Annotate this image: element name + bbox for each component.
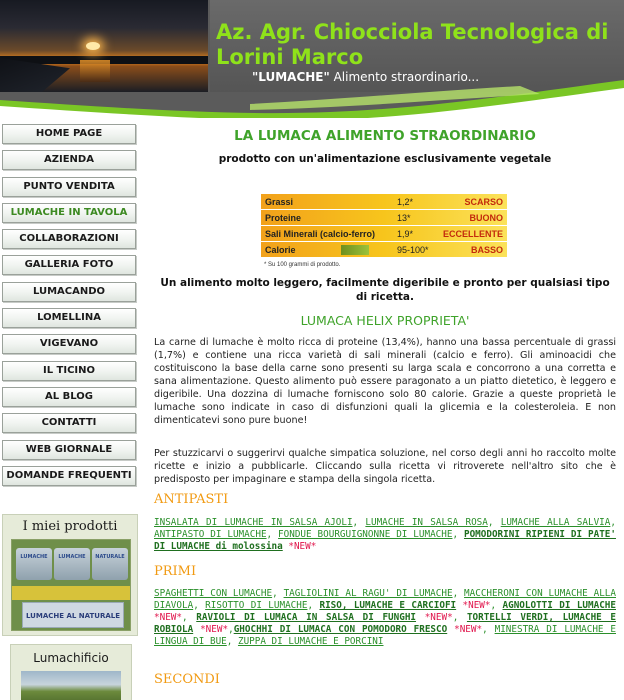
header-sunset-photo: [0, 0, 208, 92]
new-badge: *NEW*: [424, 612, 453, 623]
new-badge: *NEW*: [288, 541, 317, 552]
nutrition-table: [261, 194, 507, 258]
site-tagline: "LUMACHE" Alimento straordinario...: [252, 70, 480, 84]
nav-collaborazioni[interactable]: COLLABORAZIONI: [2, 229, 136, 249]
recipe-link[interactable]: AGNOLOTTI DI LUMACHE: [502, 600, 616, 611]
nutrition-row: Sali Minerali (calcio-ferro) 1,9* ECCELLENTE: [261, 226, 507, 242]
recipe-link[interactable]: POMODORINI RIPIENI DI PATE' DI LUMACHE di molossina: [154, 529, 616, 552]
recipe-link[interactable]: MACCHERONI CON LUMACHE ALLA DIAVOLA: [154, 588, 616, 611]
site-header: [0, 0, 624, 118]
new-badge: *NEW*: [462, 600, 491, 611]
recipe-link[interactable]: TAGLIOLINI AL RAGU' DI LUMACHE: [283, 588, 453, 599]
header-wave-decoration: [0, 80, 624, 118]
nutrition-row: Proteine 13* BUONO: [261, 210, 507, 226]
site-title: Az. Agr. Chiocciola Tecnologica di Lorini Marco: [216, 20, 609, 69]
products-image[interactable]: LUMACHE LUMACHE NATURALE LUMACHE AL NATURALE: [11, 539, 131, 631]
products-title: I miei prodotti: [22, 519, 118, 534]
page-title: LA LUMACA ALIMENTO STRAORDINARIO: [234, 128, 536, 144]
new-badge: *NEW*: [154, 612, 182, 623]
nav-domande-frequenti[interactable]: DOMANDE FREQUENTI: [2, 466, 136, 486]
nutrition-note: * Su 100 grammi di prodotto.: [264, 262, 341, 268]
nutrition-row: Calorie 95-100* BASSO: [261, 242, 507, 258]
section-primi: PRIMI: [154, 564, 197, 579]
recipe-link[interactable]: LUMACHE ALLA SALVIA: [500, 517, 611, 528]
recipe-link[interactable]: GHOCHHI DI LUMACA CON POMODORO FRESCO: [233, 624, 448, 635]
section-secondi: SECONDI: [154, 672, 220, 687]
properties-paragraph: La carne di lumache è molto ricca di proteine (13,4%), hanno una bassa percentuale di grassi (1,7%) e contiene una ricca varietà di sali minerali (calcio e ferro). Gli aminoacidi che costituiscono la base della carne sono presenti su larga scala e concorrono a una corretta e sana alimentazione. Questo alimento può essere paragonato a un piatto dietetico, è leggero e digeribile. Una dozzina di lumache forniscono solo 80 calorie. Grazie a queste proprietà le lumache sono indicate in caso di disfunzioni quali la glicemia e la colesteroleia. E non dimenticatevi sono pure buone!: [154, 337, 616, 426]
nav-lumacando[interactable]: LUMACANDO: [2, 282, 136, 302]
recipe-link[interactable]: FONDUE BOURGUIGNONNE DI LUMACHE: [278, 529, 453, 540]
nav-web-giornale[interactable]: WEB GIORNALE: [2, 440, 136, 460]
recipe-link[interactable]: SPAGHETTI CON LUMACHE: [154, 588, 273, 599]
nav-azienda[interactable]: AZIENDA: [2, 150, 136, 170]
helix-section-title: LUMACA HELIX PROPRIETA': [300, 313, 470, 328]
nav-lumache-in-tavola[interactable]: LUMACHE IN TAVOLA: [2, 203, 136, 223]
products-box: [2, 514, 138, 636]
recipe-link[interactable]: RISOTTO DI LUMACHE: [205, 600, 308, 611]
recipe-link[interactable]: MINESTRA DI LUMACHE E LINGUA DI BUE: [154, 624, 616, 647]
primi-recipe-list: SPAGHETTI CON LUMACHE, TAGLIOLINI AL RAGU' DI LUMACHE, MACCHERONI CON LUMACHE ALLA DIAVOLA, RISOTTO DI LUMACHE, RISO, LUMACHE E CARCIOFI *NEW*, AGNOLOTTI DI LUMACHE *NEW*, RAVIOLI DI LUMACA IN SALSA DI FUNGHI *NEW*, TORTELLI VERDI, LUMACHE E ROBIOLA *NEW*,GHOCHHI DI LUMACA CON POMODORO FRESCO *NEW*, MINESTRA DI LUMACHE E LINGUA DI BUE, ZUPPA DI LUMACHE E PORCINI: [154, 588, 617, 647]
page-subtitle: prodotto con un'alimentazione esclusivamente vegetale: [218, 153, 552, 165]
new-badge: *NEW*: [200, 624, 229, 635]
recipe-link[interactable]: INSALATA DI LUMACHE IN SALSA AJOLI: [154, 517, 353, 528]
farm-box: [10, 644, 132, 700]
nav-contatti[interactable]: CONTATTI: [2, 413, 136, 433]
antipasti-recipe-list: INSALATA DI LUMACHE IN SALSA AJOLI, LUMACHE IN SALSA ROSA, LUMACHE ALLA SALVIA, ANTIPASTO DI LUMACHE, FONDUE BOURGUIGNONNE DI LUMACHE, POMODORINI RIPIENI DI PATE' DI LUMACHE di molossina *NEW*: [154, 517, 616, 552]
recipes-intro-paragraph: Per stuzzicarvi o suggerirvi qualche simpatica soluzione, nel corso degli anni ho raccolto molte ricette e inizio a pubblicarle. Cliccando sulla ricetta vi ritroverete nell'altro sito che è predisposto per impaginare e stampa della singola ricetta.: [154, 448, 616, 485]
recipe-link[interactable]: ZUPPA DI LUMACHE E PORCINI: [237, 636, 384, 647]
recipe-link[interactable]: RAVIOLI DI LUMACA IN SALSA DI FUNGHI: [196, 612, 417, 623]
nav-lomellina[interactable]: LOMELLINA: [2, 308, 136, 328]
calorie-bar: [341, 245, 369, 255]
recipe-link[interactable]: LUMACHE IN SALSA ROSA: [365, 517, 488, 528]
nav-home-page[interactable]: HOME PAGE: [2, 124, 136, 144]
nav-punto-vendita[interactable]: PUNTO VENDITA: [2, 177, 136, 197]
nav-galleria-foto[interactable]: GALLERIA FOTO: [2, 255, 136, 275]
nav-vigevano[interactable]: VIGEVANO: [2, 334, 136, 354]
nutrition-row: Grassi 1,2* SCARSO: [261, 194, 507, 210]
farm-image[interactable]: [21, 671, 121, 700]
recipe-link[interactable]: TORTELLI VERDI, LUMACHE E ROBIOLA: [154, 612, 617, 635]
farm-title: Lumachificio: [33, 651, 109, 665]
nav-il-ticino[interactable]: IL TICINO: [2, 361, 136, 381]
recipe-link[interactable]: RISO, LUMACHE E CARCIOFI: [319, 600, 457, 611]
intro-text: Un alimento molto leggero, facilmente digeribile e pronto per qualsiasi tipo di ricetta.: [160, 277, 610, 303]
section-antipasti: ANTIPASTI: [154, 492, 229, 507]
recipe-link[interactable]: ANTIPASTO DI LUMACHE: [154, 529, 267, 540]
main-navigation: [2, 124, 138, 492]
nav-al-blog[interactable]: AL BLOG: [2, 387, 136, 407]
new-badge: *NEW*: [454, 624, 483, 635]
